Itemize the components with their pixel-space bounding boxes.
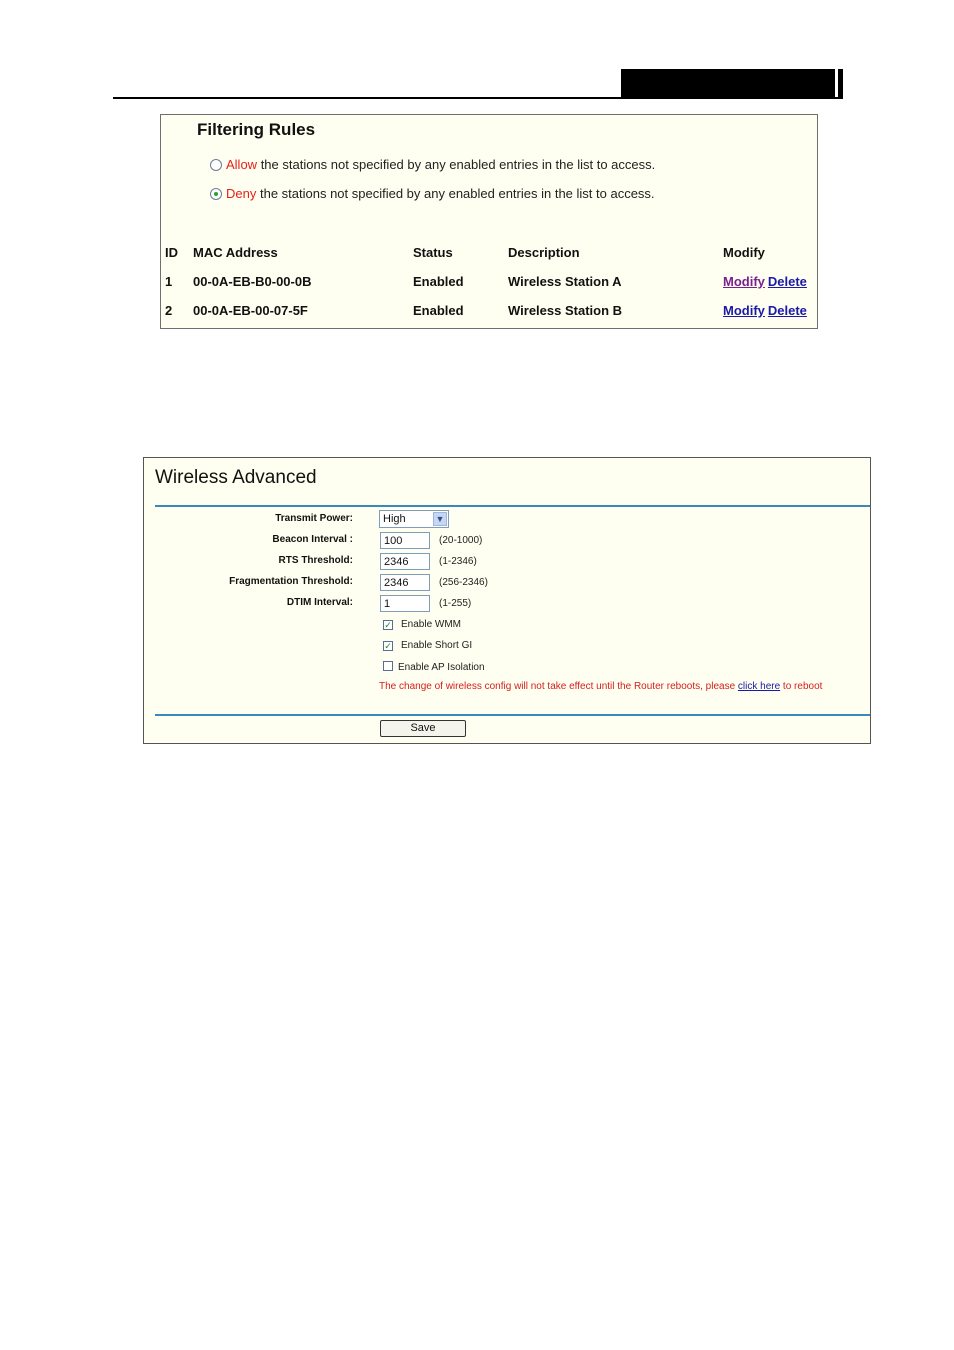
top-divider	[155, 505, 870, 507]
dtim-interval-hint: (1-255)	[439, 598, 472, 609]
transmit-power-label: Transmit Power:	[275, 513, 353, 524]
fragmentation-threshold-label: Fragmentation Threshold:	[229, 576, 353, 587]
enable-ap-isolation-checkbox[interactable]	[383, 661, 393, 671]
dtim-interval-label: DTIM Interval:	[286, 597, 353, 608]
transmit-power-value: High	[383, 513, 406, 525]
header-tick	[838, 69, 843, 99]
enable-wmm-label: Enable WMM	[401, 619, 462, 630]
rts-threshold-input[interactable]: 2346	[380, 553, 430, 570]
enable-ap-isolation-label: Enable AP Isolation	[398, 662, 485, 673]
fragmentation-threshold-hint: (256-2346)	[439, 577, 488, 588]
col-id: ID	[165, 245, 178, 260]
wireless-advanced-title: Wireless Advanced	[155, 467, 317, 488]
deny-radio[interactable]	[210, 188, 222, 200]
enable-short-gi-option[interactable]	[383, 640, 472, 651]
row-id: 2	[165, 303, 173, 318]
bottom-divider	[155, 714, 870, 716]
enable-short-gi-label: Enable Short GI	[401, 640, 473, 651]
filtering-rules-panel	[160, 114, 818, 329]
table-header-row	[161, 245, 817, 263]
header-rule	[113, 97, 843, 99]
filtering-rules-title: Filtering Rules	[197, 120, 316, 139]
row-description: Wireless Station A	[508, 274, 622, 289]
notice-text-end: to reboot	[780, 681, 823, 692]
reboot-notice	[379, 681, 822, 692]
row-actions	[723, 303, 807, 318]
rts-threshold-hint: (1-2346)	[439, 556, 477, 567]
transmit-power-select[interactable]	[379, 510, 449, 528]
deny-option[interactable]	[210, 186, 655, 201]
row-mac: 00-0A-EB-B0-00-0B	[193, 274, 312, 289]
row-status: Enabled	[413, 303, 464, 318]
allow-option[interactable]	[210, 157, 655, 172]
beacon-interval-input[interactable]: 100	[380, 532, 430, 549]
enable-short-gi-checkbox[interactable]: ✓	[384, 641, 392, 651]
deny-text: the stations not specified by any enabled entries in the list to access.	[256, 186, 655, 201]
row-description: Wireless Station B	[508, 303, 623, 318]
table-row	[161, 303, 817, 321]
col-mac: MAC Address	[193, 245, 278, 260]
fragmentation-threshold-input[interactable]: 2346	[380, 574, 430, 591]
beacon-interval-hint: (20-1000)	[439, 535, 483, 546]
chevron-down-icon[interactable]: ▼	[433, 512, 447, 526]
delete-link[interactable]: Delete	[767, 274, 807, 289]
col-status: Status	[413, 245, 453, 260]
row-status: Enabled	[413, 274, 464, 289]
allow-keyword: Allow	[226, 157, 258, 172]
modify-link[interactable]: Modify	[723, 274, 765, 289]
header-block	[621, 69, 835, 98]
table-row	[161, 274, 817, 292]
row-mac: 00-0A-EB-00-07-5F	[193, 303, 308, 318]
allow-radio[interactable]	[210, 159, 222, 171]
enable-wmm-option[interactable]	[383, 619, 461, 630]
row-actions	[723, 274, 807, 289]
modify-link[interactable]: Modify	[723, 303, 765, 318]
wireless-advanced-panel	[143, 457, 871, 744]
enable-ap-isolation-option[interactable]	[383, 661, 485, 673]
col-modify: Modify	[723, 245, 765, 260]
rts-threshold-label: RTS Threshold:	[278, 555, 353, 566]
row-id: 1	[165, 274, 173, 289]
dtim-interval-input[interactable]: 1	[380, 595, 430, 612]
enable-wmm-checkbox[interactable]: ✓	[384, 620, 392, 630]
beacon-interval-label: Beacon Interval :	[272, 534, 353, 545]
col-description: Description	[508, 245, 580, 260]
reboot-link[interactable]: click here	[737, 681, 781, 692]
delete-link[interactable]: Delete	[767, 303, 807, 318]
allow-text: the stations not specified by any enabled entries in the list to access.	[257, 157, 656, 172]
deny-keyword: Deny	[226, 186, 257, 201]
save-button[interactable]: Save	[380, 720, 466, 737]
notice-text: The change of wireless config will not take effect until the Router reboots, please	[379, 681, 738, 692]
